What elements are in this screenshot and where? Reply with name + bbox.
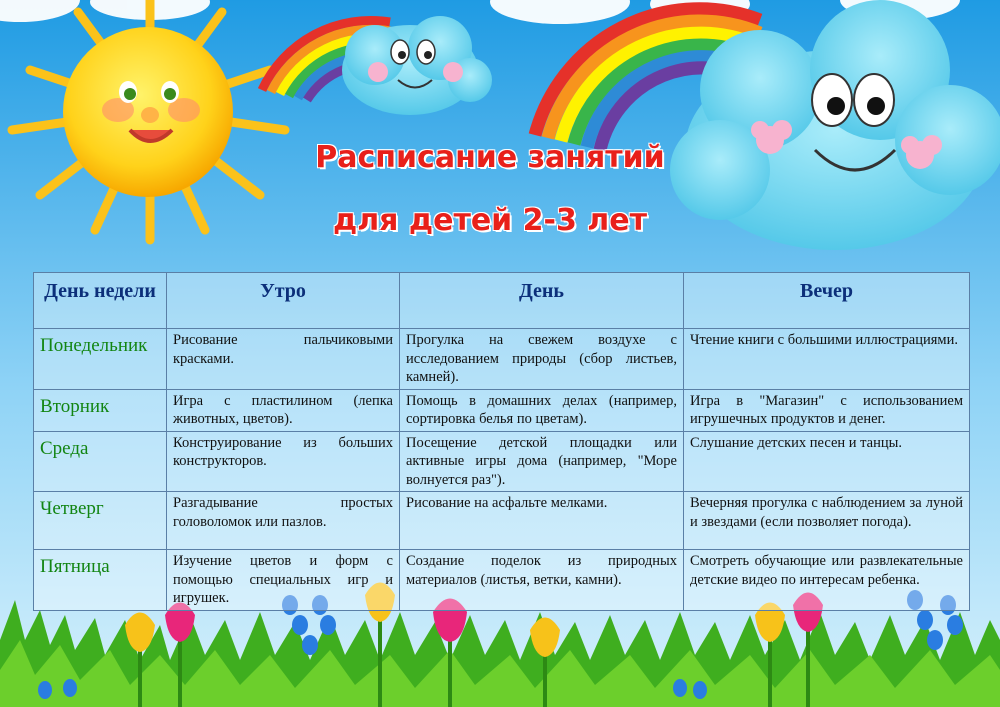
afternoon-cell: Прогулка на свежем воздухе с исследованием природы (сбор листьев, камней). [400,329,684,390]
header-morning: Утро [167,273,400,329]
table-header-row [34,273,970,329]
afternoon-cell: Создание поделок из природных материалов (листья, ветки, камни). [400,550,684,611]
page-title: Расписание занятий [315,140,665,175]
evening-cell: Вечерняя прогулка с наблюдением за луной и звездами (если позволяет погода). [684,492,970,550]
morning-cell: Изучение цветов и форм с помощью специальных игр и игрушек. [167,550,400,611]
morning-cell: Рисование пальчиковыми красками. [167,329,400,390]
day-cell: Четверг [34,492,167,550]
header-evening: Вечер [684,273,970,329]
header-day: День недели [34,273,167,329]
evening-cell: Слушание детских песен и танцы. [684,431,970,492]
page-subtitle: для детей 2-3 лет [332,203,648,238]
table-row [34,389,970,431]
morning-cell: Разгадывание простых головоломок или пазлов. [167,492,400,550]
morning-cell: Игра с пластилином (лепка животных, цветов). [167,389,400,431]
day-cell: Вторник [34,389,167,431]
evening-cell: Чтение книги с большими иллюстрациями. [684,329,970,390]
morning-cell: Конструирование из больших конструкторов. [167,431,400,492]
day-cell: Среда [34,431,167,492]
header-afternoon: День [400,273,684,329]
evening-cell: Смотреть обучающие или развлекательные детские видео по интересам ребенка. [684,550,970,611]
day-cell: Пятница [34,550,167,611]
table-row [34,550,970,611]
table-row [34,329,970,390]
day-cell: Понедельник [34,329,167,390]
table-row [34,492,970,550]
afternoon-cell: Помощь в домашних делах (например, сортировка белья по цветам). [400,389,684,431]
evening-cell: Игра в "Магазин" с использованием игрушечных продуктов и денег. [684,389,970,431]
schedule-table [33,272,970,611]
afternoon-cell: Посещение детской площадки или активные игры дома (например, "Море волнуется раз"). [400,431,684,492]
table-row [34,431,970,492]
afternoon-cell: Рисование на асфальте мелками. [400,492,684,550]
